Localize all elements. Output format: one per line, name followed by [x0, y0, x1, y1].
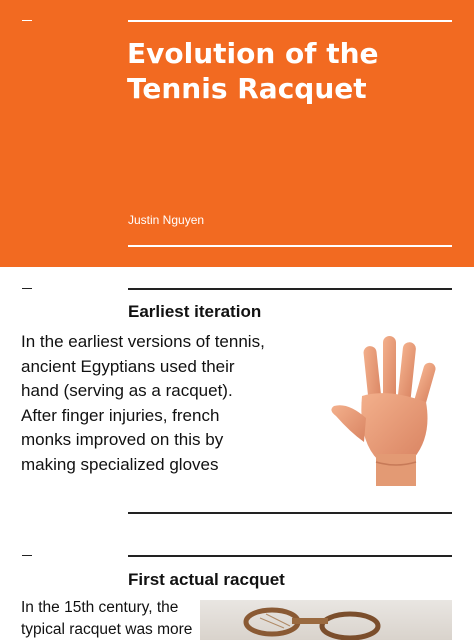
top-divider — [128, 20, 452, 22]
title-slide — [0, 0, 474, 267]
open-hand-photo — [328, 336, 450, 486]
slide-marker — [22, 555, 32, 556]
top-divider — [128, 288, 452, 290]
slide-marker — [22, 288, 32, 289]
slide-body-text: In the 15th century, the typical racquet was more — [21, 599, 193, 638]
antique-racquet-photo — [200, 600, 452, 640]
presentation-title: Evolution of the Tennis Racquet — [127, 37, 379, 105]
slide-heading: First actual racquet — [128, 570, 285, 589]
slide-marker — [22, 20, 32, 21]
top-divider — [128, 555, 452, 557]
bottom-divider — [128, 512, 452, 514]
author-name: Justin Nguyen — [128, 213, 205, 227]
bottom-divider — [128, 245, 452, 247]
slide-heading: Earliest iteration — [128, 302, 262, 321]
racquet-shapes — [200, 600, 452, 640]
slide-body-text: In the earliest versions of tennis, ancient Egyptians used their hand (serving as a racquet). After finger injuries, french monks improved on this by making specialized gloves — [21, 332, 265, 474]
